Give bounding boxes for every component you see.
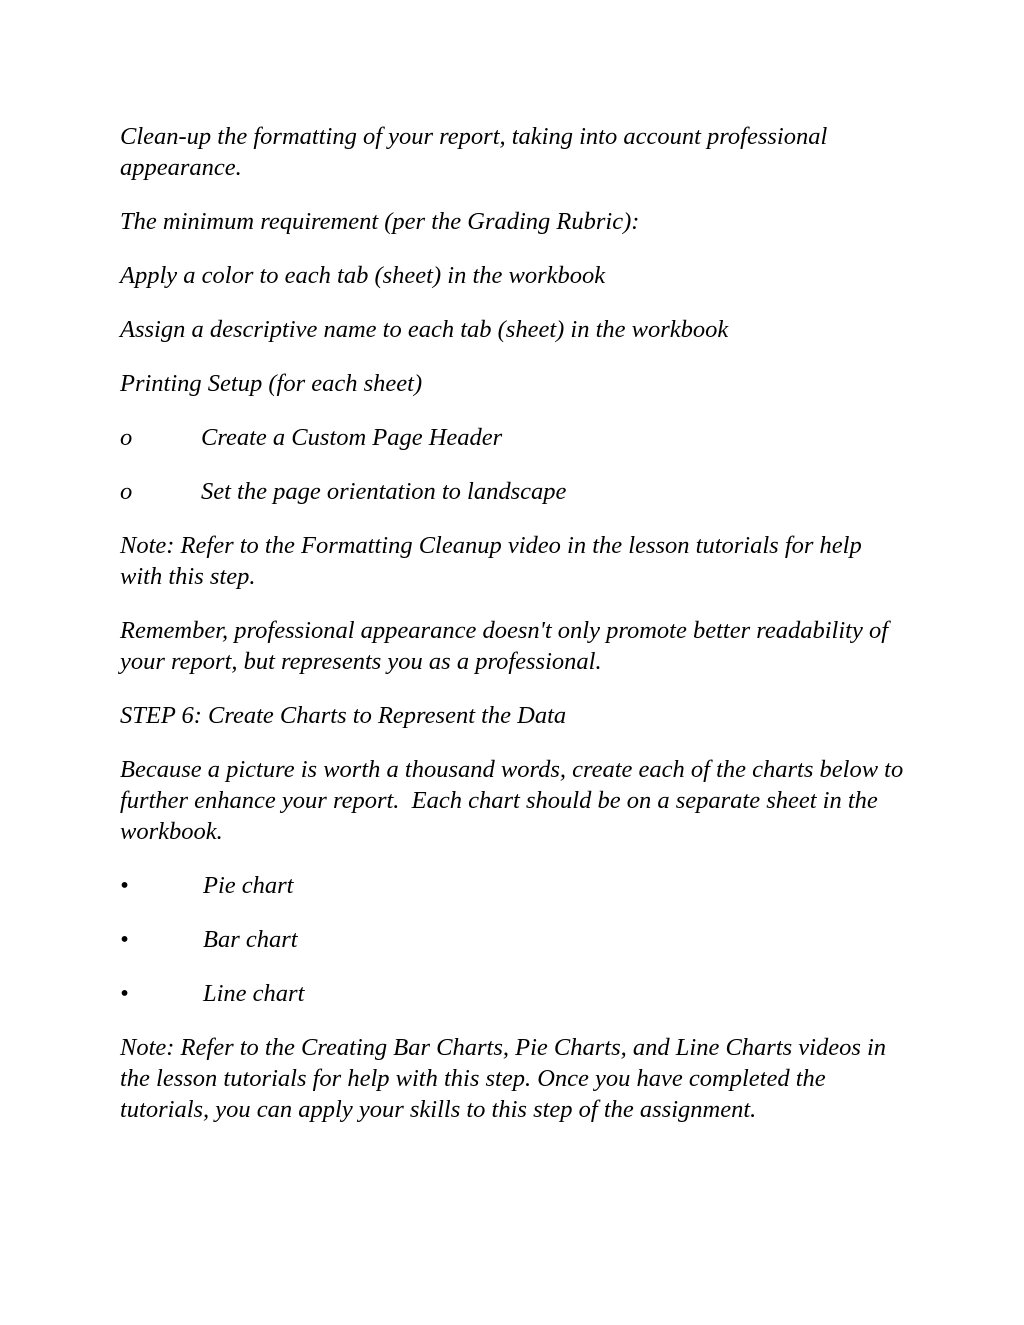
bullet-marker: • (120, 872, 129, 899)
document-page (120, 121, 910, 1148)
paragraph-picture-worth: Because a picture is worth a thousand words, create each of the charts below to further enhance your report. Each chart should be on a separate sheet in the workbook. (120, 756, 910, 845)
chart-list-item (120, 870, 910, 901)
bullet-marker: • (120, 980, 129, 1007)
paragraph-remember: Remember, professional appearance doesn't only promote better readability of your report, but represents you as a professional. (120, 617, 895, 675)
paragraph-printing-setup: Printing Setup (for each sheet) (120, 370, 423, 397)
sub-list-item (120, 476, 910, 507)
list-item-text: Create a Custom Page Header (201, 424, 503, 451)
chart-list-item (120, 924, 910, 955)
paragraph-assign-name: Assign a descriptive name to each tab (sheet) in the workbook (120, 316, 729, 343)
bullet-marker: • (120, 926, 129, 953)
sub-list-item (120, 422, 910, 453)
list-item-text: Set the page orientation to landscape (201, 478, 567, 505)
list-marker: o (120, 478, 133, 505)
note-creating-charts: Note: Refer to the Creating Bar Charts, Pie Charts, and Line Charts videos in the lesson tutorials for help with this step. Once you have completed the tutorials, you can apply your skills to this step of the assignment. (120, 1034, 893, 1123)
step-heading: STEP 6: Create Charts to Represent the Data (120, 702, 567, 729)
list-item-text: Bar chart (203, 926, 298, 953)
paragraph-minimum-requirement: The minimum requirement (per the Grading Rubric): (120, 208, 640, 235)
list-item-text: Line chart (203, 980, 305, 1007)
paragraph-apply-color: Apply a color to each tab (sheet) in the workbook (120, 262, 606, 289)
list-marker: o (120, 424, 133, 451)
note-formatting-cleanup: Note: Refer to the Formatting Cleanup video in the lesson tutorials for help with this step. (120, 532, 868, 590)
paragraph-cleanup: Clean-up the formatting of your report, taking into account professional appearance. (120, 123, 834, 181)
list-item-text: Pie chart (203, 872, 294, 899)
chart-list-item (120, 978, 910, 1009)
